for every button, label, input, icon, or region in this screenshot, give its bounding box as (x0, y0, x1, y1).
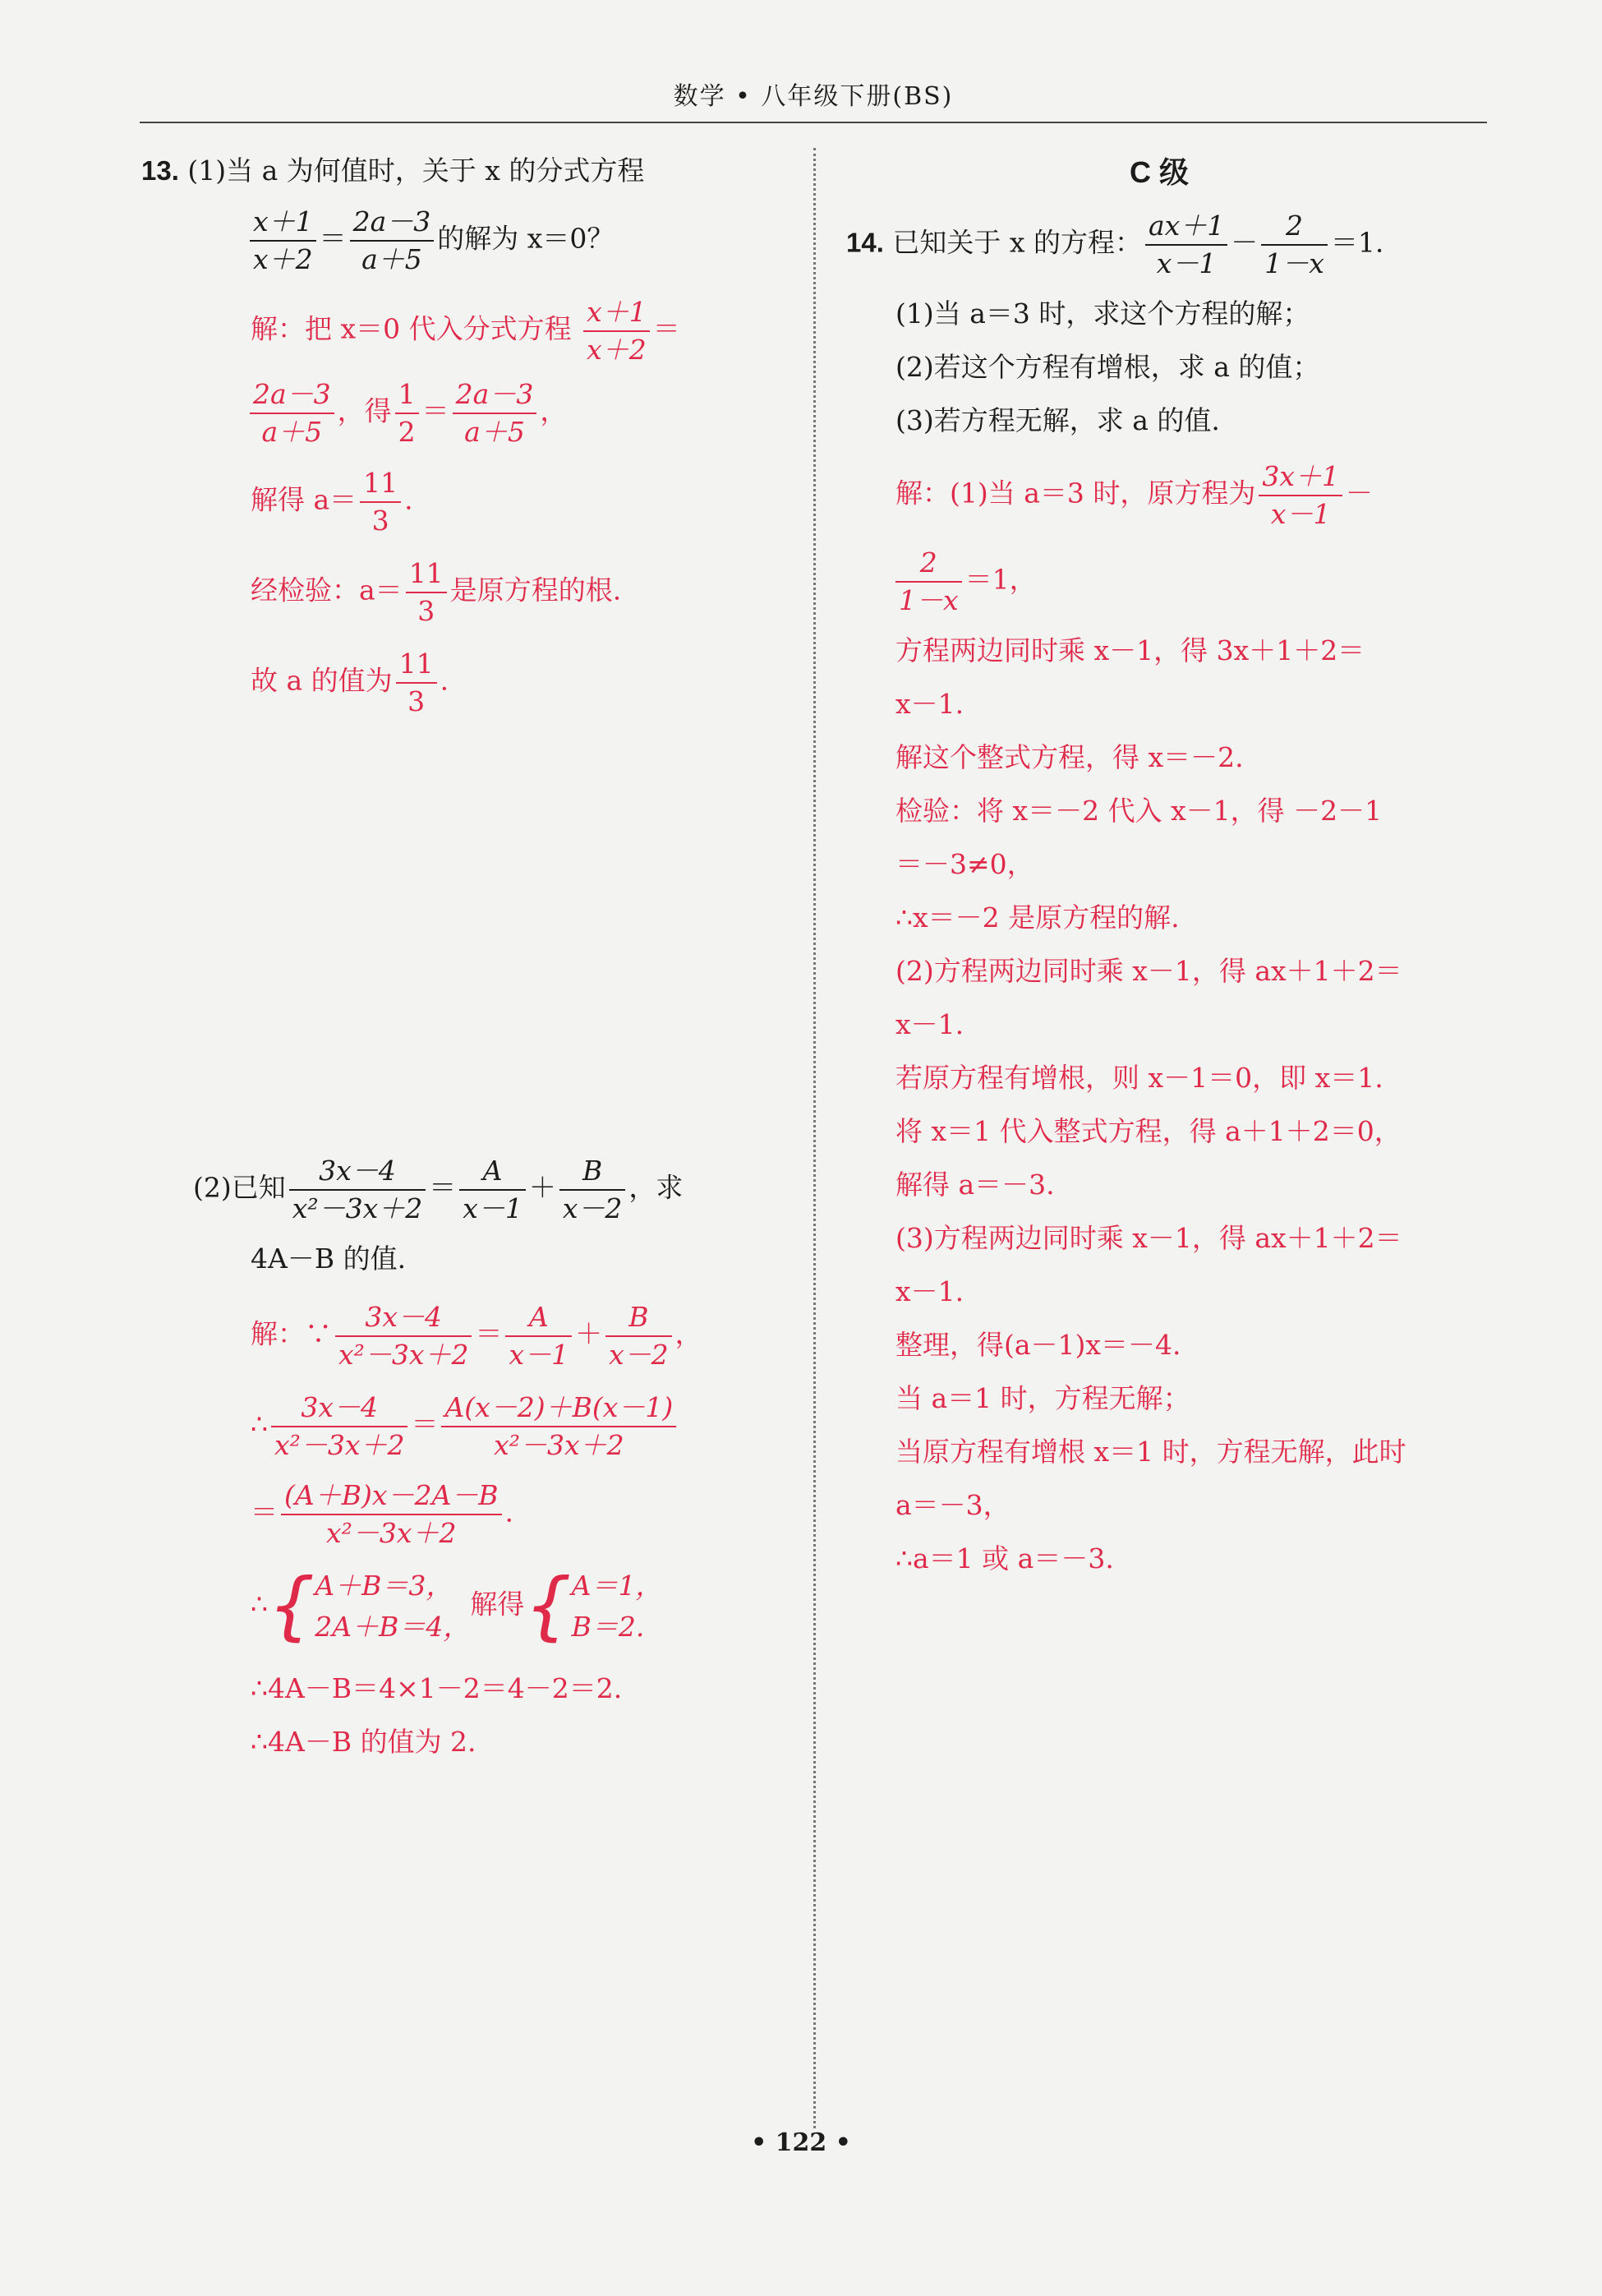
q13-part2-line2: 4A－B 的值. (251, 1243, 407, 1275)
q13-sol2-frac-lhs: $\frac{3x-4}{\text{x²－3x＋2}}$ (271, 1391, 407, 1461)
q14-sol-line-9: 将 x＝1 代入整式方程，得 a＋1＋2＝0， (895, 1115, 1402, 1147)
q14-sol-frac-1: $\frac{3x+1}{x-1}$ (1259, 460, 1342, 530)
q13-part1-tail: 的解为 x＝0？ (437, 222, 615, 255)
column-divider (813, 148, 816, 2128)
q14-sol-line2: $\frac{2}{1-x}$ ＝1， (892, 546, 1037, 616)
q13-sol2-line2: ∴ $\frac{3x-4}{\text{x²－3x＋2}}$ ＝ $\frac{A(x-2)+B(x-1)}{\text{x²－3x＋2}}$ (251, 1391, 679, 1461)
level-heading: C 级 (1130, 155, 1190, 189)
q14-sol-line1: 解：(1)当 a＝3 时，原方程为 $\frac{3x+1}{x-1}$ － (895, 460, 1374, 530)
q14-sol-line-3: 检验：将 x＝－2 代入 x－1，得 －2－1 (895, 795, 1383, 827)
q13-sol1-frac: $\frac{x+1}{x+2}$ (583, 296, 650, 366)
q14-sol-frac-2: $\frac{2}{1-x}$ (895, 546, 962, 616)
q13-part2-line1: (2)已知 $\frac{3x-4}{\text{x²－3x＋2}}$ ＝ $\frac{A}{x-1}$ ＋ $\frac{B}{x-2}$ ，求 (193, 1155, 684, 1224)
q14-sol-line-0: 方程两边同时乘 x－1，得 3x＋1＋2＝ (895, 634, 1365, 666)
q13-sol1-frac-answer: $\frac{11}{3}$ (396, 648, 437, 717)
q14-sub3: (3)若方程无解，求 a 的值. (895, 404, 1220, 436)
header-rule (140, 122, 1487, 123)
q14-sol-line-11: (3)方程两边同时乘 x－1，得 ax＋1＋2＝ (895, 1222, 1402, 1254)
page-number: • 122 • (751, 2128, 851, 2157)
q13-part1-frac-right: $\frac{2a-3}{a+5}$ (350, 205, 435, 275)
q13-sol1-frac-a: $\frac{2a-3}{a+5}$ (250, 378, 334, 448)
q13-sol2-line3: ＝ $\frac{(A+B)x-2A-B}{\text{x²－3x＋2}}$ . (251, 1479, 514, 1549)
q13-sol2-system-1: { A＋B＝3， 2A＋B＝4， (268, 1562, 471, 1649)
q14-sol-line-15: 当原方程有增根 x＝1 时，方程无解，此时 (895, 1436, 1406, 1468)
q13-number: 13. (141, 155, 179, 186)
q13-sol2-line5: ∴4A－B＝4×1－2＝4－2＝2. (251, 1672, 623, 1704)
q13-sol2-frac-combined: $\frac{(A+B)x-2A-B}{\text{x²－3x＋2}}$ (281, 1479, 502, 1549)
q14-sub2: (2)若这个方程有增根，求 a 的值； (895, 351, 1320, 383)
q13-stem-line2: $\frac{x+1}{x+2}$ ＝ $\frac{2a-3}{a+5}$ 的解为 x＝0？ (246, 205, 614, 275)
q14-sol-line-16: a＝－3， (895, 1489, 1010, 1521)
q14-stem: 14. 已知关于 x 的方程： $\frac{ax+1}{x-1}$ － $\frac{2}{1-x}$ ＝1. (846, 210, 1384, 279)
q14-sol-line-17: ∴a＝1 或 a＝－3. (895, 1542, 1114, 1574)
q13-sol1-frac-check: $\frac{11}{3}$ (406, 557, 447, 627)
q14-sol-line-7: x－1. (895, 1008, 964, 1040)
q14-sol-line-2: 解这个整式方程，得 x＝－2. (895, 741, 1244, 773)
q14-sol-line-6: (2)方程两边同时乘 x－1，得 ax＋1＋2＝ (895, 955, 1402, 987)
q13-sol2-frac-A: $\frac{A}{x-1}$ (505, 1301, 572, 1371)
q13-part2-frac-1: $\frac{3x-4}{\text{x²－3x＋2}}$ (289, 1155, 426, 1224)
q14-sol-line-12: x－1. (895, 1275, 964, 1307)
q13-sol1-frac-half: $\frac{1}{2}$ (395, 378, 419, 448)
q14-sol-line-5: ∴x＝－2 是原方程的解. (895, 901, 1180, 934)
q14-sol-line-13: 整理，得(a－1)x＝－4. (895, 1329, 1181, 1361)
q13-part2-frac-B: $\frac{B}{x-2}$ (559, 1155, 626, 1224)
q13-sol2-frac-rhs: $\frac{A(x-2)+B(x-1)}{\text{x²－3x＋2}}$ (441, 1391, 676, 1461)
q14-sol-line-4: ＝－3≠0， (895, 848, 1034, 880)
q13-sol2-line6: ∴4A－B 的值为 2. (251, 1726, 476, 1758)
q13-sol1-line2: $\frac{2a-3}{a+5}$ ，得 $\frac{1}{2}$ ＝ $\frac{2a-3}{a+5}$ ， (246, 378, 567, 448)
q13-stem-line1 (141, 154, 644, 187)
q13-part2-frac-A: $\frac{A}{x-1}$ (459, 1155, 526, 1224)
q14-sol-line-10: 解得 a＝－3. (895, 1169, 1055, 1201)
q14-sol-line-8: 若原方程有增根，则 x－1＝0，即 x＝1. (895, 1062, 1383, 1094)
q14-number: 14. (846, 227, 884, 258)
q13-sol1-line4: 经检验：a＝ $\frac{11}{3}$ 是原方程的根. (251, 557, 622, 627)
q14-stem-frac-1: $\frac{ax+1}{x-1}$ (1145, 210, 1227, 279)
q13-sol2-line1: 解：∵ $\frac{3x-4}{\text{x²－3x＋2}}$ ＝ $\frac{A}{x-1}$ ＋ $\frac{B}{x-2}$ ， (251, 1301, 702, 1371)
q13-part1-text: (1)当 a 为何值时，关于 x 的分式方程 (187, 154, 645, 187)
q14-sol-line-1: x－1. (895, 688, 964, 720)
q13-sol2-line4: ∴{ A＋B＝3， 2A＋B＝4， 解得{ A＝1， B＝2. (251, 1562, 663, 1649)
q13-sol1-line1: 解：把 x＝0 代入分式方程 $\frac{x+1}{x+2}$ ＝ (251, 296, 680, 366)
q13-sol1-line3: 解得 a＝ $\frac{11}{3}$ . (251, 467, 413, 537)
q13-sol1-frac-b: $\frac{2a-3}{a+5}$ (453, 378, 537, 448)
q13-sol2-frac-B: $\frac{B}{x-2}$ (605, 1301, 672, 1371)
q13-part1-frac-left: $\frac{x+1}{x+2}$ (250, 205, 316, 275)
q13-sol2-frac-1: $\frac{3x-4}{\text{x²－3x＋2}}$ (335, 1301, 472, 1371)
q14-sub1: (1)当 a＝3 时，求这个方程的解； (895, 297, 1310, 330)
q14-stem-frac-2: $\frac{2}{1-x}$ (1261, 210, 1328, 279)
page-header: 数学 • 八年级下册(BS) (673, 82, 954, 111)
q14-sol-line-14: 当 a＝1 时，方程无解； (895, 1382, 1190, 1414)
q13-sol1-frac-11-3: $\frac{11}{3}$ (360, 467, 401, 537)
q13-sol1-line5: 故 a 的值为 $\frac{11}{3}$ . (251, 648, 449, 717)
q13-sol2-system-2: { A＝1， B＝2. (524, 1562, 663, 1649)
